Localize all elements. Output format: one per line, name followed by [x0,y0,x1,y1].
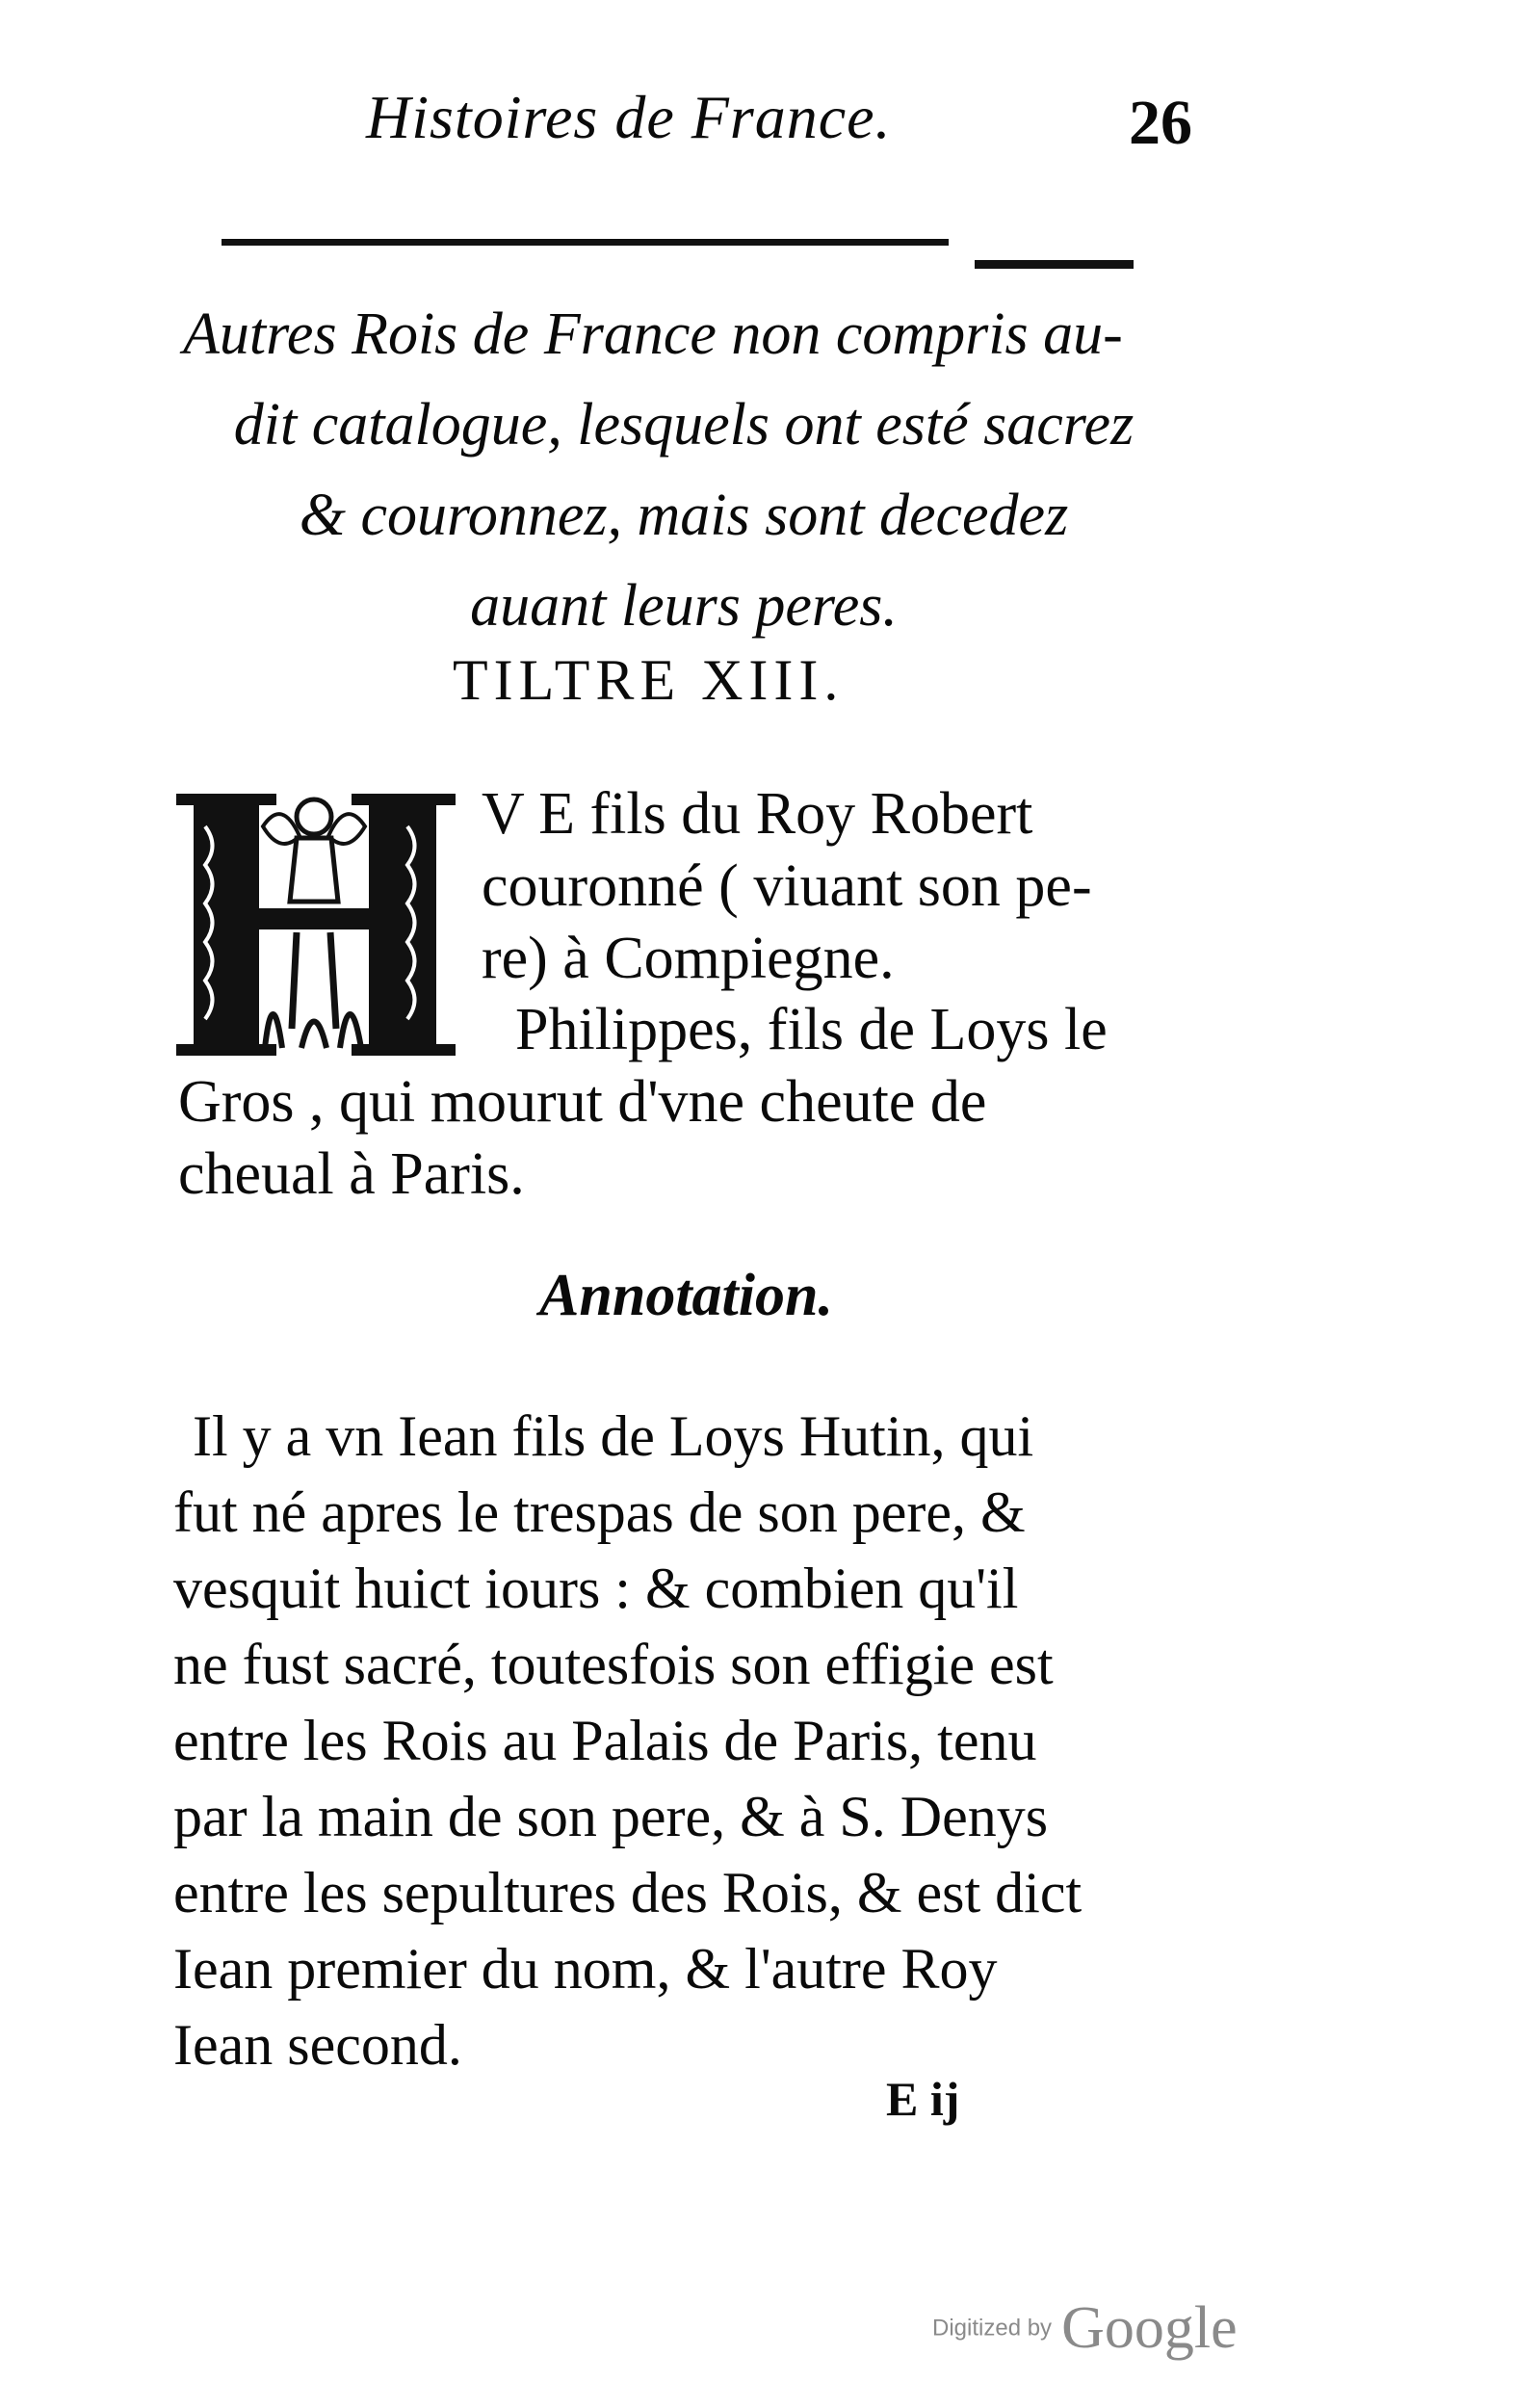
heading-line: Autres Rois de France non compris au- [183,301,1123,367]
annotation-line: par la main de son pere, & à S. Denys [173,1785,1049,1848]
header-rule-short [975,260,1134,269]
main-text-beside-initial [482,778,1092,995]
annotation-line: Il y a vn Iean fils de Loys Hutin, qui [193,1404,1034,1468]
annotation-line: entre les sepultures des Rois, & est dict [173,1861,1083,1924]
heading-line: & couronnez, mais sont decedez [299,483,1069,548]
header-rule [222,239,949,246]
text-line: V E fils du Roy Robert [482,781,1033,847]
annotation-line: vesquit huict iours : & combien qu'il [173,1557,1019,1620]
annotation-line: entre les Rois au Palais de Paris, tenu [173,1709,1037,1772]
heading-line: auant leurs peres. [470,573,898,639]
annotation-line: Iean premier du nom, & l'autre Roy [173,1937,998,2001]
text-line: Gros , qui mourut d'vne cheute de [178,1069,987,1135]
title-number: TILTRE XIII. [453,648,845,712]
running-title: Histoires de France. [366,83,892,151]
heading-line: dit catalogue, lesquels ont esté sacrez [233,392,1135,458]
text-line: couronné ( viuant son pe- [482,853,1092,919]
digitized-by-label: Digitized by [932,2315,1053,2342]
annotation-line: ne fust sacré, toutesfois son effigie est [173,1633,1054,1696]
annotation-line: Iean second. [173,2013,462,2077]
page-number: 26 [1129,88,1192,158]
signature-mark: E ij [886,2072,960,2126]
text-line: cheual à Paris. [178,1141,525,1207]
annotation-line: fut né apres le trespas de son pere, & [173,1480,1026,1544]
text-line: Philippes, fils de Loys le [515,997,1108,1062]
text-line: re) à Compiegne. [482,926,895,991]
annotation-text [173,1399,1082,2083]
annotation-heading: Annotation. [539,1263,833,1328]
google-logo: Google [1061,2295,1238,2361]
section-heading [173,289,1194,651]
main-text [178,994,1108,1211]
digitized-watermark [932,2294,1250,2363]
